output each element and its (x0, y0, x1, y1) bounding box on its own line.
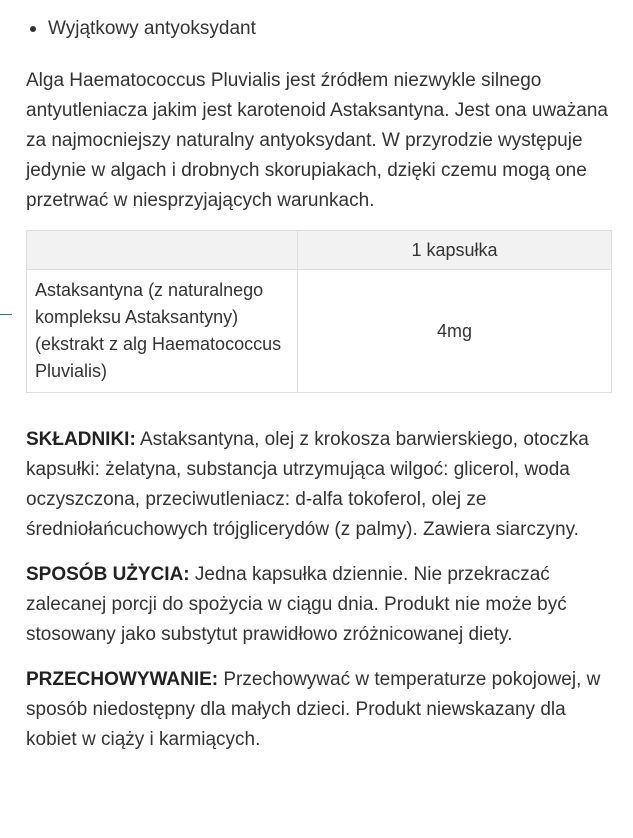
table-header-serving: 1 kapsułka (298, 231, 612, 270)
usage-section (26, 560, 616, 650)
list-item (26, 14, 616, 44)
accent-line (0, 314, 12, 315)
nutrition-table (26, 230, 612, 393)
ingredient-name-cell: Astaksantyna (z naturalnego kompleksu Astaksantyny) (ekstrakt z alg Haematococcus Pluvialis) (27, 270, 298, 393)
usage-label: SPOSÓB UŻYCIA: (26, 564, 190, 585)
storage-section (26, 665, 616, 755)
storage-label: PRZECHOWYWANIE: (26, 669, 219, 690)
table-header-row (27, 231, 612, 270)
ingredient-value-cell: 4mg (298, 270, 612, 393)
bullet-icon (30, 26, 36, 32)
table-header-empty-cell (27, 231, 298, 270)
ingredients-section (26, 425, 616, 545)
ingredients-label: SKŁADNIKI: (26, 429, 136, 450)
intro-paragraph: Alga Haematococcus Pluvialis jest źródłem niezwykle silnego antyutleniacza jakim jest karotenoid Astaksantyna. Jest ona uważana za najmocniejszy naturalny antyoksydant. W przyrodzie występuje jedynie w algach i drobnych skorupiakach, dzięki czemu mogą one przetrwać w niesprzyjających warunkach. (26, 70, 608, 211)
table-row (27, 270, 612, 393)
list-item-text: Wyjątkowy antyoksydant (48, 18, 256, 39)
usage-text: Jedna kapsułka dziennie. Nie przekraczać zalecanej porcji do spożycia w ciągu dnia. Produkt nie może być stosowany jako substytut prawidłowo zróżnicowanej diety. (26, 564, 567, 645)
product-description (26, 14, 616, 755)
storage-text: Przechowywać w temperaturze pokojowej, w sposób niedostępny dla małych dzieci. Produkt niewskazany dla kobiet w ciąży i karmiących. (26, 669, 601, 750)
feature-list (26, 14, 616, 44)
ingredients-text: Astaksantyna, olej z krokosza barwierskiego, otoczka kapsułki: żelatyna, substancja utrzymująca wilgoć: glicerol, woda oczyszczona, przeciwutleniacz: d-alfa tokoferol, olej ze średniołańcuchowych trójglicerydów (z palmy). Zawiera siarczyny. (26, 429, 589, 540)
